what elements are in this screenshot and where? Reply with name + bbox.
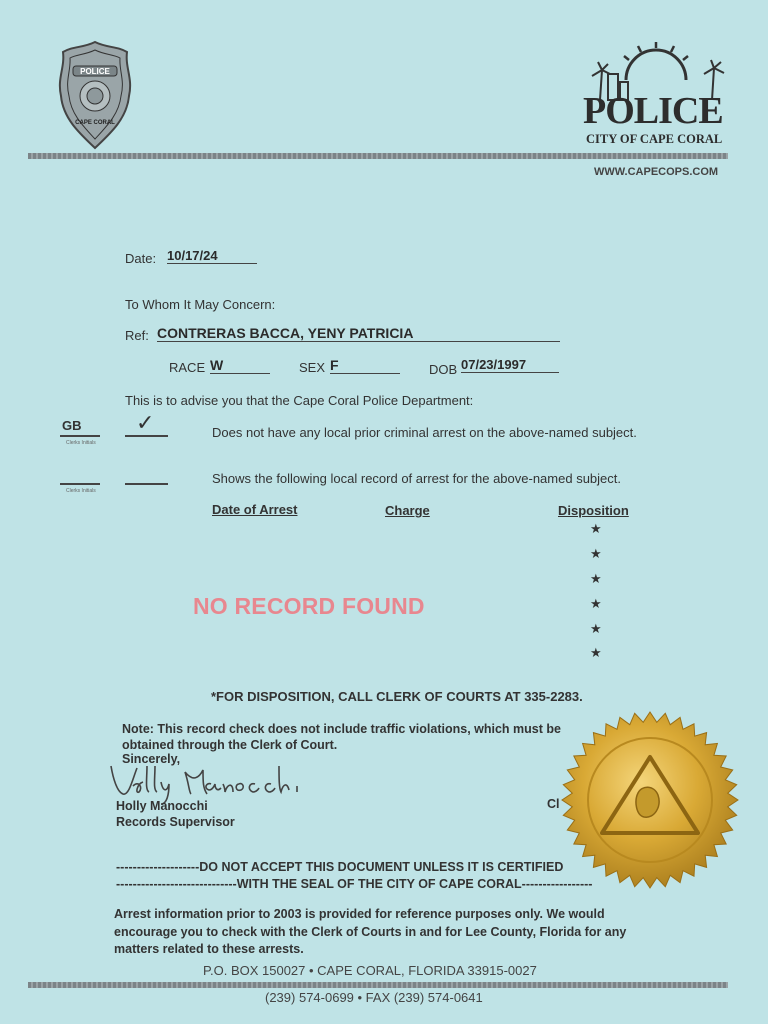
gold-seal-icon	[558, 705, 743, 895]
option-has-arrest: Shows the following local record of arrest for the above-named subject.	[212, 471, 621, 486]
website-link: WWW.CAPECOPS.COM	[594, 166, 719, 178]
disclaimer-line-3: matters related to these arrests.	[114, 942, 304, 956]
svg-text:CAPE CORAL: CAPE CORAL	[75, 120, 115, 126]
certified-warning-2: -----------------------------WITH THE SEAL OF THE CITY OF CAPE CORAL-----------------	[116, 877, 593, 891]
race-value: W	[210, 357, 270, 374]
col-disposition: Disposition	[558, 503, 629, 518]
header-divider	[28, 153, 728, 159]
initials-line-2	[60, 483, 100, 485]
svg-text:POLICE: POLICE	[80, 67, 110, 76]
police-wordmark: POLICE	[583, 90, 723, 132]
partial-text: Cl	[547, 797, 560, 811]
sincerely: Sincerely,	[122, 752, 181, 766]
signer-name: Holly Manocchi	[116, 799, 208, 813]
star-icon: ★	[590, 621, 602, 636]
disclaimer-line-2: encourage you to check with the Clerk of Courts in and for Lee County, Florida for any	[114, 925, 627, 939]
date-label: Date:	[125, 251, 157, 266]
race-label: RACE	[169, 360, 206, 375]
disposition-note: *FOR DISPOSITION, CALL CLERK OF COURTS AT 335-2283.	[211, 689, 583, 704]
mailing-address: P.O. BOX 150027 • CAPE CORAL, FLORIDA 33915-0027	[203, 963, 537, 978]
star-icon: ★	[590, 571, 602, 586]
star-icon: ★	[590, 546, 602, 561]
advise-text: This is to advise you that the Cape Coral Police Department:	[125, 393, 474, 408]
sex-value: F	[330, 357, 400, 374]
dob-label: DOB	[429, 362, 458, 377]
note-line-2: obtained through the Clerk of Court.	[122, 738, 338, 752]
clerks-initials-caption-2: Clerks Initials	[66, 488, 96, 494]
footer-divider	[28, 982, 728, 988]
police-badge-logo	[55, 38, 135, 153]
sex-label: SEX	[299, 360, 326, 375]
col-charge: Charge	[385, 503, 430, 518]
col-date-of-arrest: Date of Arrest	[212, 502, 298, 517]
check-line-2	[125, 483, 168, 485]
ref-label: Ref:	[125, 328, 149, 343]
star-icon: ★	[590, 596, 602, 611]
signer-title: Records Supervisor	[116, 815, 235, 829]
clerks-initials-caption: Clerks Initials	[66, 440, 96, 446]
dob-value: 07/23/1997	[461, 357, 559, 373]
star-icon: ★	[590, 645, 602, 660]
check-line	[125, 435, 168, 437]
disclaimer-line-1: Arrest information prior to 2003 is provided for reference purposes only. We would	[114, 907, 605, 921]
date-value: 10/17/24	[167, 248, 257, 264]
clerk-initials: GB	[62, 418, 82, 433]
city-name: CITY OF CAPE CORAL	[586, 132, 723, 146]
phone-fax: (239) 574-0699 • FAX (239) 574-0641	[265, 990, 483, 1005]
star-icon: ★	[590, 521, 602, 536]
option-no-arrest: Does not have any local prior criminal arrest on the above-named subject.	[212, 425, 637, 440]
checkmark-icon: ✓	[136, 410, 155, 435]
no-record-stamp: NO RECORD FOUND	[193, 593, 425, 619]
salutation: To Whom It May Concern:	[125, 297, 276, 312]
note-line-1: Note: This record check does not include traffic violations, which must be	[122, 722, 561, 736]
certified-warning-1: --------------------DO NOT ACCEPT THIS DOCUMENT UNLESS IT IS CERTIFIED	[116, 860, 564, 874]
subject-name: CONTRERAS BACCA, YENY PATRICIA	[157, 325, 560, 342]
initials-line	[60, 435, 100, 437]
